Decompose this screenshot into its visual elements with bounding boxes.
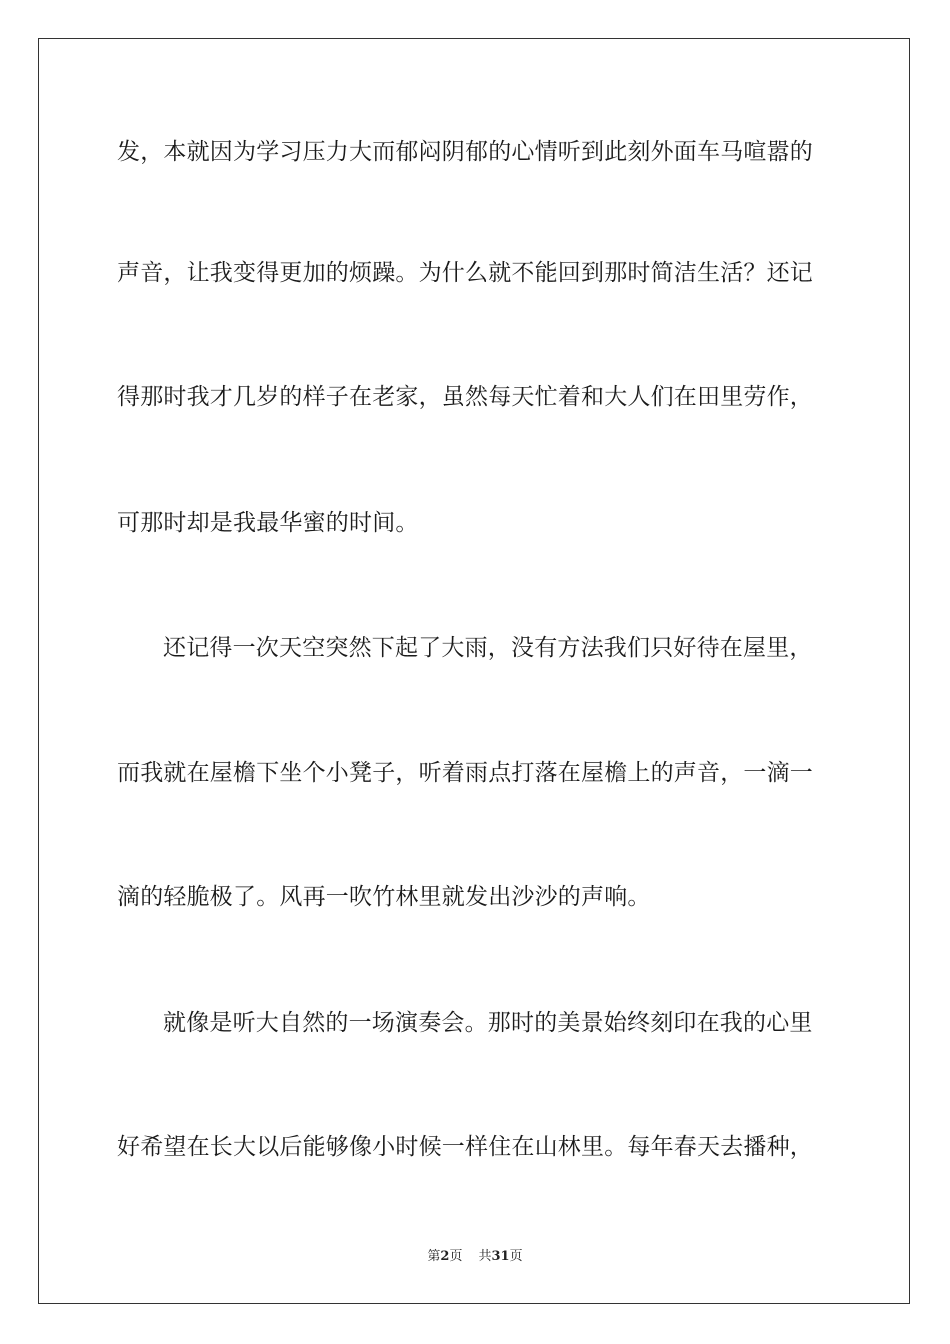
text-line: 而我就在屋檐下坐个小凳子，听着雨点打落在屋檐上的声音，一滴一 [117, 760, 813, 786]
text-line: 声音，让我变得更加的烦躁。为什么就不能回到那时简洁生活？还记 [117, 260, 813, 286]
page-prefix: 第 [427, 1249, 441, 1264]
page-footer [0, 1249, 950, 1265]
text-line: 得那时我才几岁的样子在老家，虽然每天忙着和大人们在田里劳作， [117, 384, 813, 410]
total-prefix: 共 [478, 1249, 492, 1264]
total-pages: 31 [491, 1249, 510, 1264]
paragraph-start-line: 还记得一次天空突然下起了大雨，没有方法我们只好待在屋里， [163, 635, 813, 661]
page-suffix: 页 [449, 1249, 463, 1264]
text-line: 发，本就因为学习压力大而郁闷阴郁的心情听到此刻外面车马喧嚣的 [117, 139, 813, 165]
text-line: 可那时却是我最华蜜的时间。 [117, 510, 419, 536]
page-number: 2 [440, 1249, 450, 1264]
total-suffix: 页 [509, 1249, 523, 1264]
text-line: 滴的轻脆极了。风再一吹竹林里就发出沙沙的声响。 [117, 884, 651, 910]
page-border [38, 38, 910, 1304]
paragraph-start-line: 就像是听大自然的一场演奏会。那时的美景始终刻印在我的心里 [163, 1010, 813, 1036]
text-line: 好希望在长大以后能够像小时候一样住在山林里。每年春天去播种， [117, 1134, 813, 1160]
